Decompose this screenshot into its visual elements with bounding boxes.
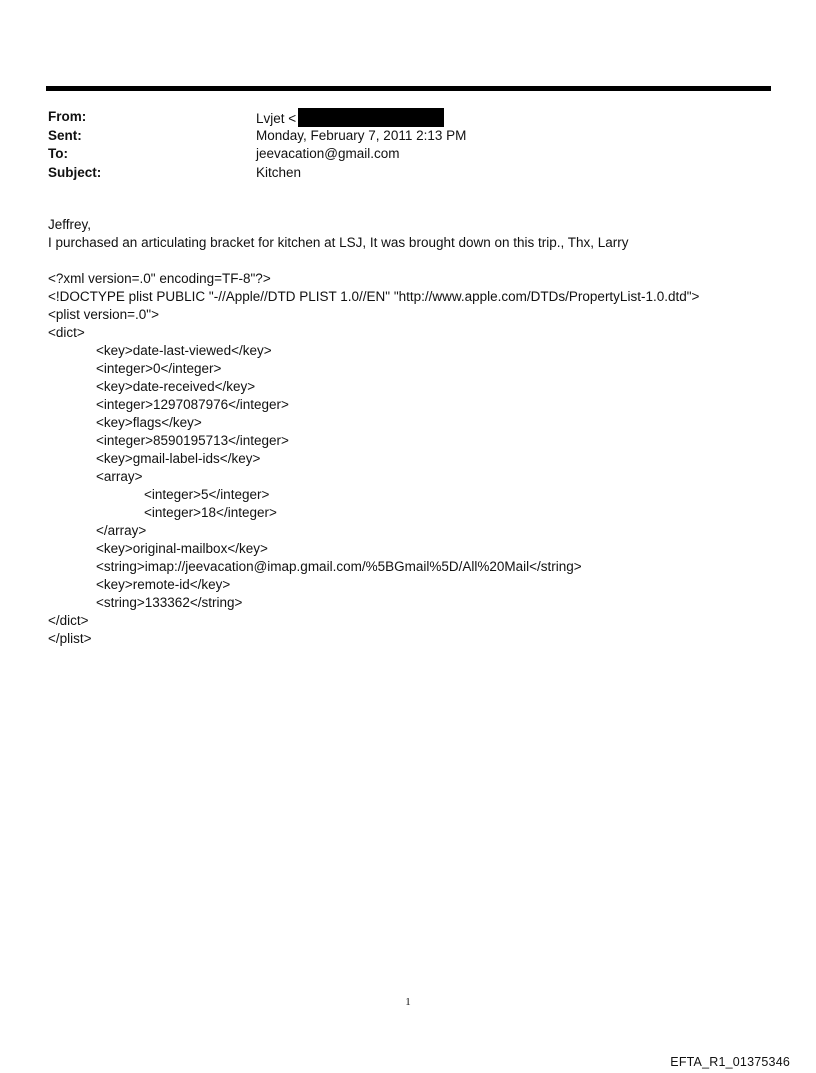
page-number: 1	[405, 996, 411, 1008]
subject-label: Subject:	[48, 164, 102, 180]
subject-row	[48, 164, 466, 183]
plist-line: <integer>0</integer>	[96, 361, 222, 376]
to-value: jeevacation@gmail.com	[256, 146, 400, 161]
plist-block	[48, 270, 699, 648]
from-row	[48, 108, 466, 127]
plist-line: </array>	[96, 523, 147, 538]
plist-line: <plist version=.0">	[48, 307, 159, 322]
to-label: To:	[48, 146, 68, 161]
plist-line: <integer>18</integer>	[144, 505, 277, 520]
plist-line: <integer>1297087976</integer>	[96, 397, 289, 412]
plist-line: <integer>5</integer>	[144, 487, 270, 502]
sent-label: Sent:	[48, 127, 82, 143]
subject-value: Kitchen	[256, 164, 302, 180]
header-rule	[46, 86, 771, 91]
plist-line: <key>flags</key>	[96, 415, 202, 430]
plist-line: <string>133362</string>	[96, 595, 243, 610]
plist-line: </plist>	[48, 631, 92, 646]
plist-line: <key>date-last-viewed</key>	[96, 343, 272, 358]
from-label: From:	[48, 109, 87, 124]
plist-line: <integer>8590195713</integer>	[96, 433, 289, 448]
plist-line: <array>	[96, 469, 143, 484]
plist-line: <key>remote-id</key>	[96, 577, 231, 592]
from-value	[256, 108, 444, 127]
greeting: Jeffrey,	[48, 217, 92, 232]
plist-line: <key>original-mailbox</key>	[96, 541, 268, 556]
bates-number: EFTA_R1_01375346	[670, 1055, 790, 1069]
sent-value: Monday, February 7, 2011 2:13 PM	[256, 127, 467, 143]
plist-line: <string>imap://jeevacation@imap.gmail.com/%5BGmail%5D/All%20Mail</string>	[96, 559, 582, 574]
sent-row	[48, 127, 466, 146]
email-body	[48, 216, 629, 252]
plist-line: <dict>	[48, 325, 85, 340]
plist-line: <key>date-received</key>	[96, 379, 256, 394]
redaction-box	[298, 108, 444, 127]
to-row	[48, 145, 466, 164]
from-sender: Lvjet <	[256, 111, 297, 126]
message-text: I purchased an articulating bracket for kitchen at LSJ, It was brought down on this trip., Thx, Larry	[48, 235, 629, 250]
plist-line: </dict>	[48, 613, 89, 628]
email-header	[48, 108, 466, 182]
plist-line: <!DOCTYPE plist PUBLIC "-//Apple//DTD PLIST 1.0//EN" "http://www.apple.com/DTDs/PropertyList-1.0.dtd">	[48, 289, 700, 304]
plist-line: <?xml version=.0" encoding=TF-8"?>	[48, 271, 271, 286]
plist-line: <key>gmail-label-ids</key>	[96, 451, 261, 466]
